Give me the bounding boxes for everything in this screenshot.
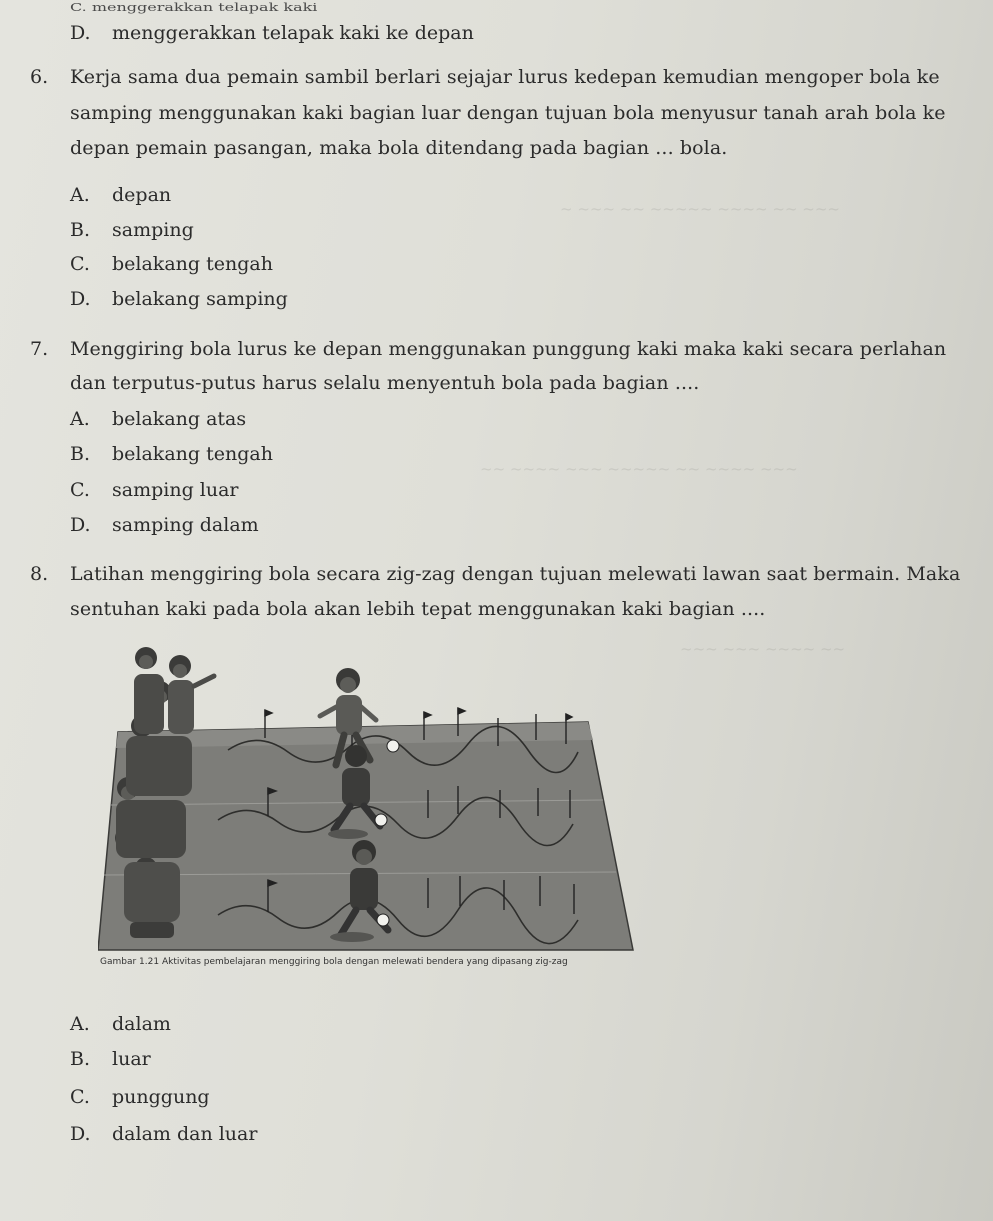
- option-row[interactable]: [70, 443, 273, 465]
- option-text: belakang tengah: [112, 253, 273, 275]
- option-row[interactable]: [70, 184, 171, 206]
- option-letter: C.: [70, 1086, 90, 1108]
- question-line: Latihan menggiring bola secara zig-zag dengan tujuan melewati lawan saat bermain. Maka: [70, 563, 961, 585]
- option-letter: D.: [70, 288, 91, 310]
- option-text: depan: [112, 184, 172, 206]
- option-text: dalam: [112, 1013, 171, 1035]
- option-row[interactable]: [70, 219, 194, 241]
- question-line: Kerja sama dua pemain sambil berlari sejajar lurus kedepan kemudian mengoper bola ke: [70, 66, 940, 88]
- question-number: 8.: [30, 563, 49, 585]
- option-row[interactable]: [70, 288, 288, 310]
- question-line: samping menggunakan kaki bagian luar dengan tujuan bola menyusur tanah arah bola ke: [70, 102, 946, 124]
- option-row[interactable]: [70, 479, 239, 501]
- option-row[interactable]: [70, 253, 273, 275]
- option-letter: C.: [70, 479, 90, 501]
- question-line: Menggiring bola lurus ke depan menggunakan punggung kaki maka kaki secara perlahan: [70, 338, 947, 360]
- option-text: punggung: [112, 1086, 210, 1108]
- show-through-text: ~~~ ~~~ ~~~~ ~~: [680, 640, 846, 658]
- option-letter: A.: [70, 184, 90, 206]
- option-letter: B.: [70, 1048, 91, 1070]
- figure-caption: Gambar 1.21 Aktivitas pembelajaran menggiring bola dengan melewati bendera yang dipasang zig-zag: [100, 957, 568, 967]
- option-text: samping dalam: [112, 514, 259, 536]
- option-row[interactable]: [70, 1086, 210, 1108]
- option-letter: B.: [70, 219, 91, 241]
- option-text: belakang tengah: [112, 443, 273, 465]
- option-text: dalam dan luar: [112, 1123, 258, 1145]
- question-line: dan terputus-putus harus selalu menyentuh bola pada bagian ....: [70, 372, 700, 394]
- option-row[interactable]: [70, 408, 246, 430]
- option-text: samping luar: [112, 479, 239, 501]
- option-text: menggerakkan telapak kaki ke depan: [112, 22, 474, 44]
- option-text: samping: [112, 219, 194, 241]
- option-letter: A.: [70, 1013, 90, 1035]
- option-letter: A.: [70, 408, 90, 430]
- question-number: 7.: [30, 338, 49, 360]
- option-row[interactable]: [70, 1048, 151, 1070]
- question-line: depan pemain pasangan, maka bola ditendang pada bagian ... bola.: [70, 137, 728, 159]
- show-through-text: ~ ~~~ ~~ ~~~~~ ~~~~ ~~ ~~~: [560, 200, 840, 218]
- option-letter: C.: [70, 253, 90, 275]
- option-letter: D.: [70, 22, 91, 44]
- option-row[interactable]: [70, 514, 259, 536]
- option-text: belakang atas: [112, 408, 247, 430]
- option-text: belakang samping: [112, 288, 288, 310]
- question-number: 6.: [30, 66, 49, 88]
- option-letter: B.: [70, 443, 91, 465]
- show-through-text: ~~ ~~~~ ~~~ ~~~~~ ~~ ~~~~ ~~~: [480, 460, 798, 478]
- option-row[interactable]: [70, 22, 474, 44]
- cut-off-option-line: C. menggerakkan telapak kaki: [70, 0, 318, 15]
- option-row[interactable]: [70, 1013, 171, 1035]
- option-letter: D.: [70, 1123, 91, 1145]
- option-text: luar: [112, 1048, 151, 1070]
- question-line: sentuhan kaki pada bola akan lebih tepat menggunakan kaki bagian ....: [70, 598, 766, 620]
- dribbling-illustration: [98, 640, 638, 955]
- option-row[interactable]: [70, 1123, 257, 1145]
- option-letter: D.: [70, 514, 91, 536]
